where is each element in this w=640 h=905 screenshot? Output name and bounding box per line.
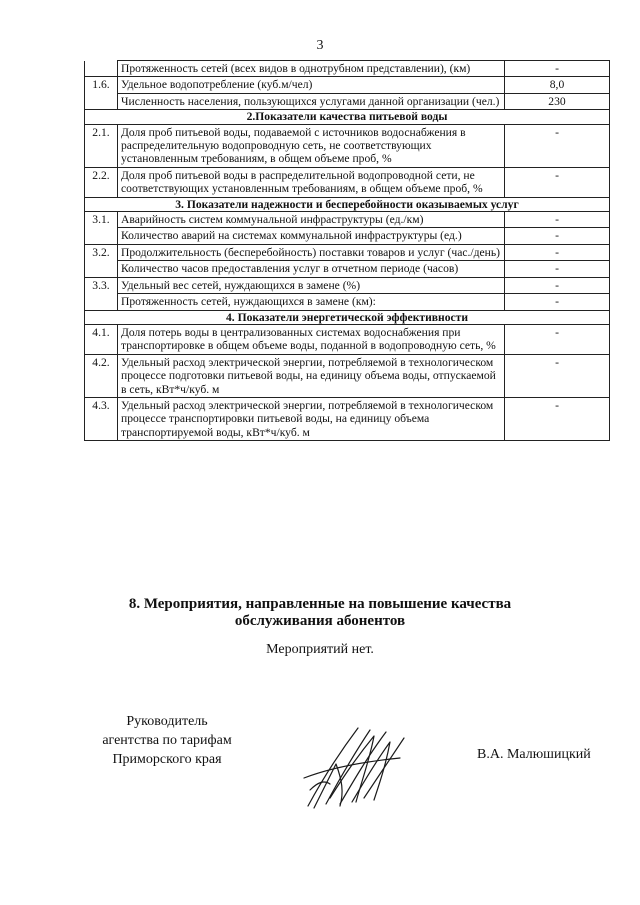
signer-title-line-1: Руководитель	[126, 714, 208, 729]
row-number: 4.1.	[85, 324, 118, 354]
indicator-description: Протяженность сетей (всех видов в однотрубном представлении), (км)	[118, 61, 505, 77]
table-row	[85, 277, 610, 293]
table-row	[85, 228, 610, 244]
table-row	[85, 294, 610, 310]
indicator-value: -	[505, 354, 610, 397]
indicator-value: 8,0	[505, 77, 610, 93]
indicator-description: Удельный вес сетей, нуждающихся в замене (%)	[118, 277, 505, 293]
table-row	[85, 212, 610, 228]
indicator-value: 230	[505, 93, 610, 109]
indicator-description: Удельный расход электрической энергии, потребляемой в технологическом процессе транспортировки питьевой воды, на единицу объема транспортируемой воды, кВт*ч/куб. м	[118, 397, 505, 440]
row-number: 4.3.	[85, 397, 118, 440]
row-number	[85, 294, 118, 310]
indicator-description: Продолжительность (бесперебойность) поставки товаров и услуг (час./день)	[118, 244, 505, 260]
indicator-description: Удельный расход электрической энергии, потребляемой в технологическом процессе подготовки питьевой воды, на единицу объема воды, отпускаемой в сеть, кВт*ч/куб. м	[118, 354, 505, 397]
indicator-value: -	[505, 324, 610, 354]
indicator-value: -	[505, 167, 610, 197]
section-header-row	[85, 310, 610, 324]
signer-title	[92, 712, 242, 769]
row-number	[85, 93, 118, 109]
table-row	[85, 354, 610, 397]
indicator-description: Аварийность систем коммунальной инфраструктуры (ед./км)	[118, 212, 505, 228]
indicator-value: -	[505, 397, 610, 440]
section-title: 4. Показатели энергетической эффективности	[85, 310, 610, 324]
section-8-heading-line-2: обслуживания абонентов	[234, 613, 406, 629]
indicator-value: -	[505, 294, 610, 310]
table-row	[85, 93, 610, 109]
section-8-heading-line-1: 8. Мероприятия, направленные на повышение качества	[128, 596, 512, 612]
indicator-value: -	[505, 244, 610, 260]
table-row	[85, 261, 610, 277]
row-number	[85, 228, 118, 244]
section-header-row	[85, 110, 610, 124]
indicator-description: Численность населения, пользующихся услугами данной организации (чел.)	[118, 93, 505, 109]
row-number: 2.2.	[85, 167, 118, 197]
indicator-value: -	[505, 124, 610, 167]
indicator-description: Доля проб питьевой воды, подаваемой с источников водоснабжения в распределительную водопроводную сеть, не соответствующих установленным требованиям, в общем объеме проб, %	[118, 124, 505, 167]
row-number: 3.1.	[85, 212, 118, 228]
indicator-description: Количество аварий на системах коммунальной инфраструктуры (ед.)	[118, 228, 505, 244]
section-title: 2.Показатели качества питьевой воды	[85, 110, 610, 124]
indicator-description: Доля потерь воды в централизованных системах водоснабжения при транспортировке в общем объеме воды, поданной в водопроводную сеть, %	[118, 324, 505, 354]
indicator-value: -	[505, 277, 610, 293]
indicator-description: Протяженность сетей, нуждающихся в замене (км):	[118, 294, 505, 310]
table-row	[85, 324, 610, 354]
indicator-value: -	[505, 228, 610, 244]
indicator-value: -	[505, 61, 610, 77]
row-number	[85, 261, 118, 277]
section-title: 3. Показатели надежности и бесперебойности оказываемых услуг	[85, 197, 610, 211]
table-row	[85, 397, 610, 440]
signer-name: В.А. Малюшицкий	[477, 747, 591, 762]
signer-title-line-2: агентства по тарифам	[102, 733, 232, 748]
row-number	[85, 61, 118, 77]
table-row	[85, 124, 610, 167]
row-number: 4.2.	[85, 354, 118, 397]
section-8-heading	[0, 596, 640, 630]
row-number: 2.1.	[85, 124, 118, 167]
row-number: 3.3.	[85, 277, 118, 293]
section-header-row	[85, 197, 610, 211]
table-row	[85, 77, 610, 93]
indicator-value: -	[505, 261, 610, 277]
row-number: 3.2.	[85, 244, 118, 260]
indicator-value: -	[505, 212, 610, 228]
indicator-description: Количество часов предоставления услуг в отчетном периоде (часов)	[118, 261, 505, 277]
table-row	[85, 61, 610, 77]
table-row	[85, 244, 610, 260]
signer-title-line-3: Приморского края	[112, 752, 222, 767]
indicator-description: Доля проб питьевой воды в распределительной водопроводной сети, не соответствующих установленным требованиям, в общем объеме проб, %	[118, 167, 505, 197]
row-number: 1.6.	[85, 77, 118, 93]
indicators-table	[84, 60, 610, 441]
indicator-description: Удельное водопотребление (куб.м/чел)	[118, 77, 505, 93]
table-row	[85, 167, 610, 197]
handwritten-signature	[300, 718, 412, 814]
page-number: 3	[316, 38, 324, 53]
no-measures-text: Мероприятий нет.	[266, 642, 374, 657]
